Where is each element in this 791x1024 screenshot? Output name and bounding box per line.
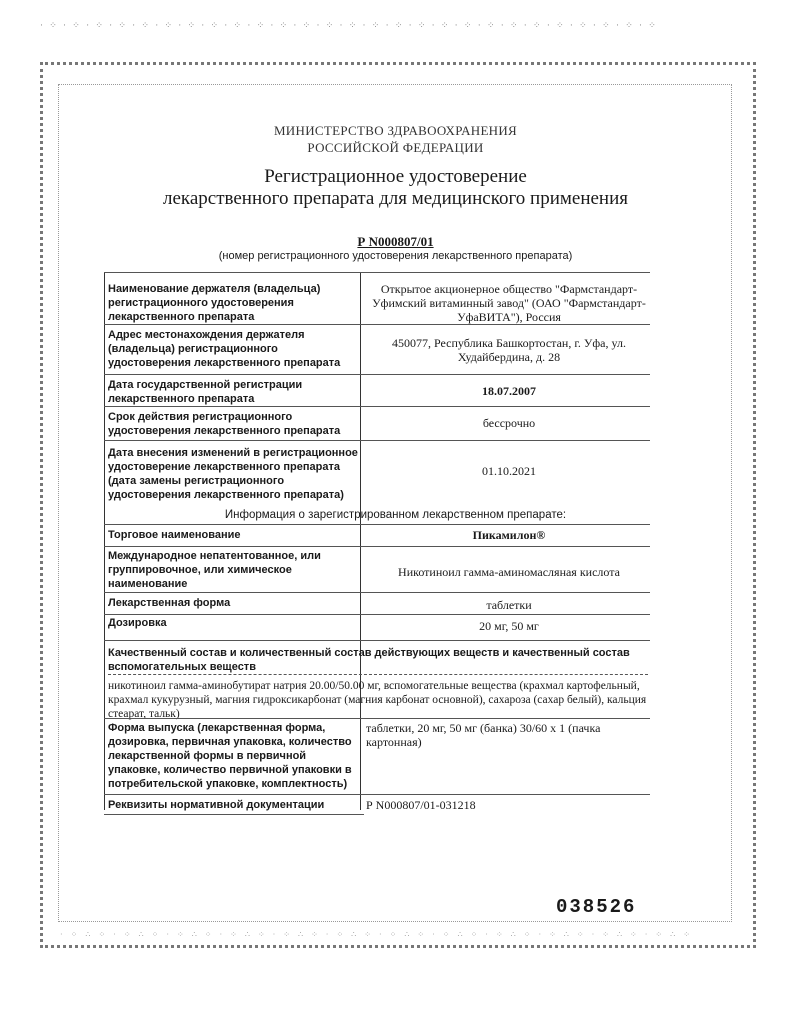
composition-rule [108,674,648,675]
row-label-dose: Дозировка [108,617,167,629]
row-label-inn: Международное непатентованное, или группировочное, или химическое наименование [108,550,321,590]
serial-stamp: 038526 [556,896,637,918]
table-row [108,328,648,372]
table-rule [104,374,650,375]
table-rule [104,794,650,795]
bottom-ornament: · ⁘ ∴ ⁘ · ⁘ ∴ ⁘ · ⁘ ∴ ⁘ · ⁘ ∴ ⁘ · ⁘ ∴ ⁘ · ⁘ ∴ ⁘ · ⁘ ∴ ⁘ · ⁘ ∴ ⁘ · ⁘ ∴ ⁘ · ⁘ ∴ ⁘ · ⁘ ∴ ⁘ · ⁘ ∴ ⁘ [60,930,693,939]
composition-heading: Качественный состав и количественный состав действующих веществ и качественный состав вспомогательных веществ [108,647,630,673]
table-rule [104,546,650,547]
row-label-validity: Срок действия регистрационного удостоверения лекарственного препарата [108,411,341,437]
row-label-trade: Торговое наименование [108,529,241,541]
table-row [108,378,648,408]
table-rule [104,406,650,407]
table-row [108,798,648,814]
ministry-line-2: РОССИЙСКОЙ ФЕДЕРАЦИИ [307,140,484,155]
row-value-form: таблетки [486,598,532,612]
composition-text: никотиноил гамма-аминобутират натрия 20.00/50.00 мг, вспомогательные вещества (крахмал картофельный, крахмал кукурузный, магния гидроксикарбонат (магния карбонат основной), сахароза (сахар белый), кальция стеарат, тальк) [108,680,647,720]
table-rule [104,592,650,593]
table-rule [104,614,650,615]
row-value-holder: Открытое акционерное общество "Фармстандарт-Уфимский витаминный завод" (ОАО "Фармстандарт-УфаВИТА"), Россия [372,282,646,324]
row-value-trade: Пикамилон® [472,528,546,542]
title-line-2: лекарственного препарата для медицинского применения [162,188,628,209]
row-value-validity: бессрочно [482,416,536,430]
table-rule [104,814,364,815]
table-rule [104,718,650,719]
table-left-border [104,272,105,810]
table-rule [104,324,650,325]
table-row [108,596,648,614]
row-value-inn: Никотиноил гамма-аминомасляная кислота [398,565,620,579]
row-value-regdate: 18.07.2007 [482,384,536,398]
table-row [108,410,648,440]
row-value-release: таблетки, 20 мг, 50 мг (банка) 30/60 х 1 (пачка картонная) [366,721,601,749]
table-row [108,549,648,593]
row-label-address: Адрес местонахождения держателя (владельца) регистрационного удостоверения лекарственного препарата [108,329,341,369]
table-rule [104,524,650,525]
table-row [108,528,648,546]
row-label-regdate: Дата государственной регистрации лекарственного препарата [108,379,303,405]
table-row [108,721,648,793]
row-label-changes: Дата внесения изменений в регистрационное удостоверение лекарственного препарата (дата замены регистрационного удостоверения лекарственного препарата) [108,447,358,501]
page-title [0,166,791,210]
registration-number: Р N000807/01 [357,234,434,249]
table-row [108,446,648,502]
table-row [108,616,648,634]
row-value-dose: 20 мг, 50 мг [479,619,539,633]
table-rule [104,440,650,441]
row-label-holder: Наименование держателя (владельца) регистрационного удостоверения лекарственного препарата [108,283,321,323]
row-value-address: 450077, Республика Башкортостан, г. Уфа, ул. Худайбердина, д. 28 [392,336,626,364]
top-ornament: · ⁘ · ⁘ · ⁘ · ⁘ · ⁘ · ⁘ · ⁘ · ⁘ · ⁘ · ⁘ · ⁘ · ⁘ · ⁘ · ⁘ · ⁘ · ⁘ · ⁘ · ⁘ · ⁘ · ⁘ · ⁘ · ⁘ · ⁘ · ⁘ · ⁘ · ⁘ · ⁘ [40,20,658,30]
row-value-docs: Р N000807/01-031218 [366,798,476,812]
row-label-docs: Реквизиты нормативной документации [108,799,325,811]
info-heading: Информация о зарегистрированном лекарственном препарате: [224,509,567,521]
table-rule [104,272,650,273]
table-row [108,282,648,326]
row-label-form: Лекарственная форма [108,597,231,609]
ministry-line-1: МИНИСТЕРСТВО ЗДРАВООХРАНЕНИЯ [273,123,518,138]
row-label-release: Форма выпуска (лекарственная форма, дозировка, первичная упаковка, количество лекарственной формы в первичной упаковке, количество первичной упаковки в потребительской упаковке, комплектность) [108,722,352,790]
table-rule [104,640,650,641]
row-value-changes: 01.10.2021 [482,464,536,478]
title-line-1: Регистрационное удостоверение [264,166,527,187]
registration-number-note: (номер регистрационного удостоверения лекарственного препарата) [218,250,573,262]
ministry-heading [0,122,791,156]
